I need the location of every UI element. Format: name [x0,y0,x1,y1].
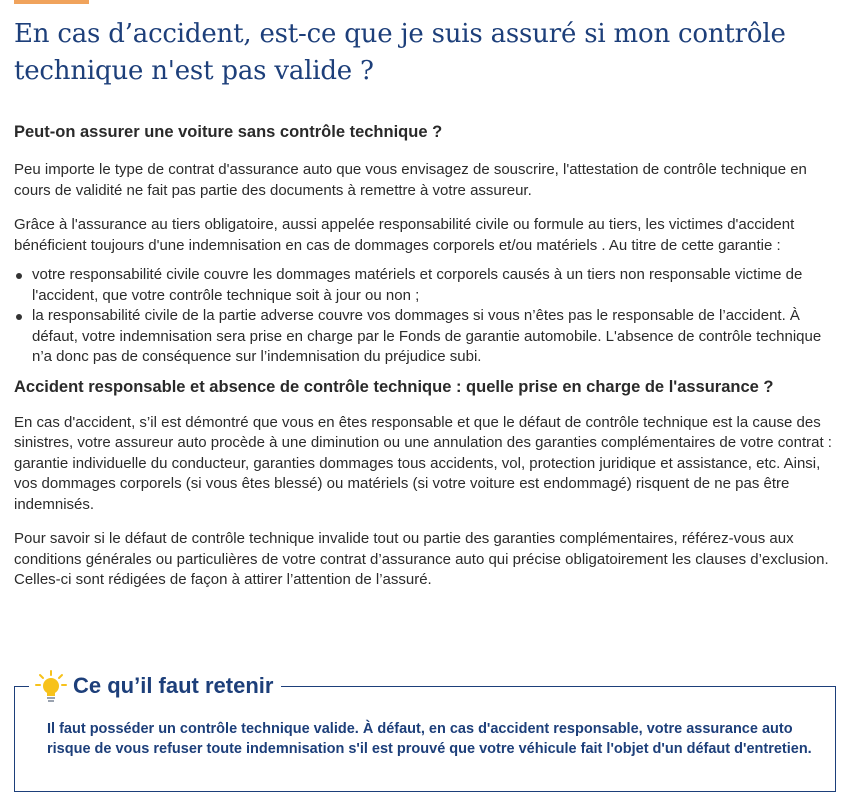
lightbulb-icon [35,669,67,703]
paragraph: En cas d'accident, s’il est démontré que vous en êtes responsable et que le défaut de contrôle technique est la cause des sinistres, votre assureur auto procède à une diminution ou une annulation des garanties complémentaires de votre contrat : garantie individuelle du conducteur, garanties dommages tous accidents, vol, protection juridique et assistance, etc. Ainsi, vos dommages corporels (si vous êtes blessé) ou matériels (si votre voiture est endommagé) risquent de ne pas être indemnisés. [14,413,832,513]
paragraph: Pour savoir si le défaut de contrôle technique invalide tout ou partie des garanties complémentaires, référez-vous aux conditions générales ou particulières de votre contrat d’assurance auto qui précise obligatoirement les clauses d’exclusion. Celles-ci sont rédigées de façon à attirer l’attention de l’assuré. [14,530,829,588]
bullet-list [14,265,836,368]
key-takeaway-text: Il faut posséder un contrôle technique valide. À défaut, en cas d'accident responsable, votre assurance auto risque de vous refuser toute indemnisation s'il est prouvé que votre véhicule fait l'objet d'un défaut d'entretien. [47,721,812,757]
section-heading-accident-responsable: Accident responsable et absence de contrôle technique : quelle prise en charge de l'assurance ? [14,377,774,396]
title-accent-bar [14,0,89,4]
section-heading-assurer-sans-ct: Peut-on assurer une voiture sans contrôle technique ? [14,123,443,141]
page-title: En cas d’accident, est-ce que je suis assuré si mon contrôle technique n'est pas valide ? [14,19,786,86]
list-item: votre responsabilité civile couvre les dommages matériels et corporels causés à un tiers non responsable victime de l'accident, que votre contrôle technique soit à jour ou non ; [14,265,836,306]
list-item: la responsabilité civile de la partie adverse couvre vos dommages si vous n’êtes pas le responsable de l’accident. À défaut, votre indemnisation sera prise en charge par le Fonds de garantie automobile. L'absence de contrôle technique n’a donc pas de conséquence sur l’indemnisation du préjudice subi. [14,306,836,368]
paragraph: Grâce à l'assurance au tiers obligatoire, aussi appelée responsabilité civile ou formule au tiers, les victimes d'accident bénéficient toujours d'une indemnisation en cas de dommages corporels et/ou matériels . Au titre de cette garantie : [14,216,795,254]
key-takeaway-title: Ce qu’il faut retenir [73,673,274,698]
key-takeaway-box [14,673,836,792]
article-body [14,120,836,591]
paragraph: Peu importe le type de contrat d'assurance auto que vous envisagez de souscrire, l'attestation de contrôle technique en cours de validité ne fait pas partie des documents à remettre à votre assureur. [14,161,807,199]
key-takeaway-header [29,668,281,704]
